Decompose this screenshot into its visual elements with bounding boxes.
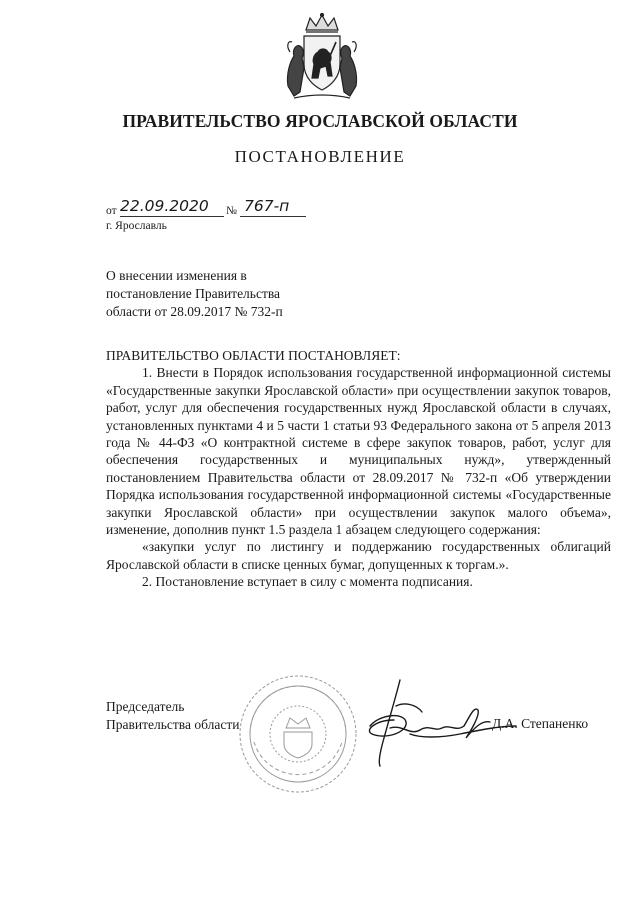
paragraph-2: 2. Постановление вступает в силу с момента подписания. [142,574,473,590]
subject-line: области от 28.09.2017 № 732-п [106,304,283,319]
handwritten-number: 767-п [244,197,290,215]
number-underline [240,216,306,217]
document-subject [106,267,366,321]
issue-city: г. Ярославль [106,220,167,232]
date-underline [120,216,224,217]
registration-row [106,197,326,221]
paragraph-1: 1. Внести в Порядок использования государственной информационной системы «Государственные закупки Ярославской области» при осуществлении закупок товаров, работ, услуг для обеспечения государственных нужд Ярославской области в случаях, установленных пунктами 4 и 5 части 1 статьи 93 Федерального закона от 5 апреля 2013 года № 44-ФЗ «О контрактной системе в сфере закупок товаров, работ, услуг для обеспечения государственных и муниципальных нужд», утвержденный постановлением Правительства области от 28.09.2017 № 732-п «Об утверждении Порядка использования государственной информационной системы «Государственные закупки Ярославской области» при осуществлении закупок малого объема», изменение, дополнив пункт 1.5 раздела 1 абзацем следующего содержания: [106,365,611,538]
signer-position-line2: Правительства области [106,717,240,732]
signer-position-line1: Председатель [106,699,185,714]
coat-of-arms-bear-icon [284,12,360,104]
document-type-title: ПОСТАНОВЛЕНИЕ [234,147,406,166]
document-body [106,347,611,591]
organization-title: ПРАВИТЕЛЬСТВО ЯРОСЛАВСКОЙ ОБЛАСТИ [122,111,518,131]
quoted-addition: «закупки услуг по листингу и поддержанию государственных облигаций Ярославской области в списке ценных бумаг, допущенных к торгам.». [106,539,611,572]
decree-heading: ПРАВИТЕЛЬСТВО ОБЛАСТИ ПОСТАНОВЛЯЕТ: [106,348,401,363]
signature-block [106,698,239,734]
number-sign: № [226,205,237,217]
signer-name: Д.А. Степаненко [492,716,589,731]
subject-line: постановление Правительства [106,286,281,301]
official-seal-stamp-icon [236,672,360,796]
subject-line: О внесении изменения в [106,268,247,283]
handwritten-date: 22.09.2020 [120,197,209,215]
date-prefix: от [106,205,117,217]
